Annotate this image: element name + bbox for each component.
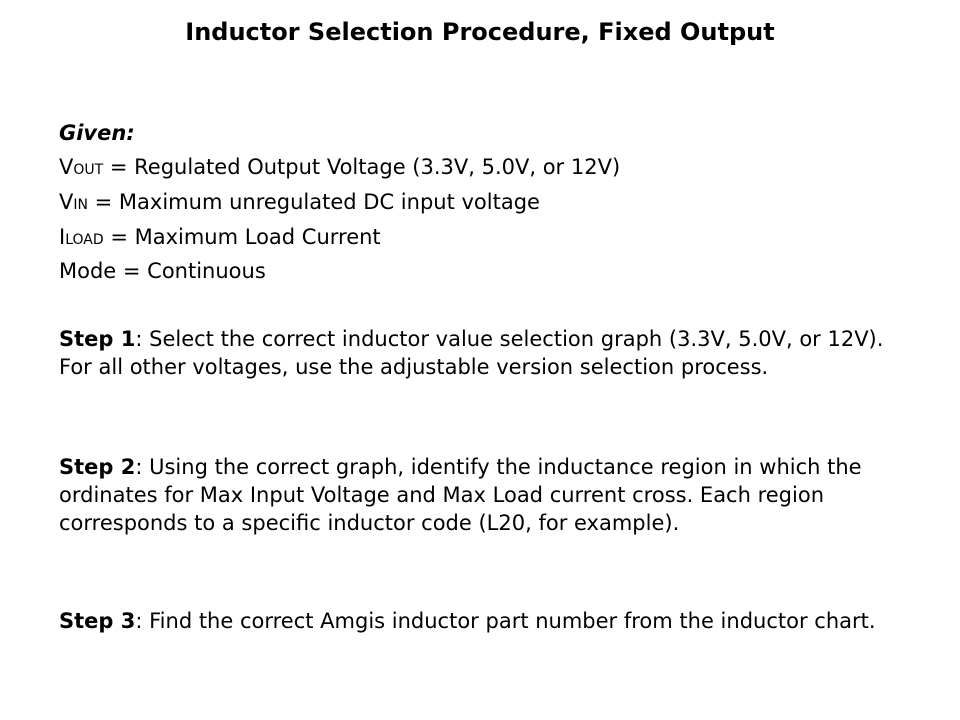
step-3-text: : Find the correct Amgis inductor part number from the inductor chart. — [135, 609, 876, 633]
iload-subscript: LOAD — [65, 232, 104, 248]
vout-symbol: V — [59, 155, 74, 179]
given-iload-line — [59, 220, 381, 257]
step-2-text: : Using the correct graph, identify the inductance region in which the ordinates for Max Input Voltage and Max Load current cross. Each region corresponds to a specific inductor code (L20, for example). — [59, 455, 862, 535]
step-3-label: Step 3 — [59, 609, 136, 633]
step-2-paragraph — [59, 453, 909, 537]
step-1-paragraph — [59, 325, 909, 381]
given-vout-line — [59, 150, 620, 187]
step-3-paragraph — [59, 607, 909, 635]
given-mode-line: Mode = Continuous — [59, 259, 266, 283]
step-1-text: : Select the correct inductor value selection graph (3.3V, 5.0V, or 12V). For all other voltages, use the adjustable version selection process. — [59, 327, 884, 379]
step-1-label: Step 1 — [59, 327, 136, 351]
vin-symbol: V — [59, 190, 74, 214]
given-vin-line — [59, 185, 540, 222]
vout-description: = Regulated Output Voltage (3.3V, 5.0V, or 12V) — [103, 155, 621, 179]
iload-symbol: I — [59, 225, 66, 249]
vin-subscript: IN — [73, 197, 88, 213]
iload-description: = Maximum Load Current — [103, 225, 381, 249]
slide-title: Inductor Selection Procedure, Fixed Output — [185, 18, 775, 46]
vin-description: = Maximum unregulated DC input voltage — [87, 190, 540, 214]
given-heading: Given: — [59, 121, 135, 145]
step-2-label: Step 2 — [59, 455, 136, 479]
vout-subscript: OUT — [73, 162, 104, 178]
